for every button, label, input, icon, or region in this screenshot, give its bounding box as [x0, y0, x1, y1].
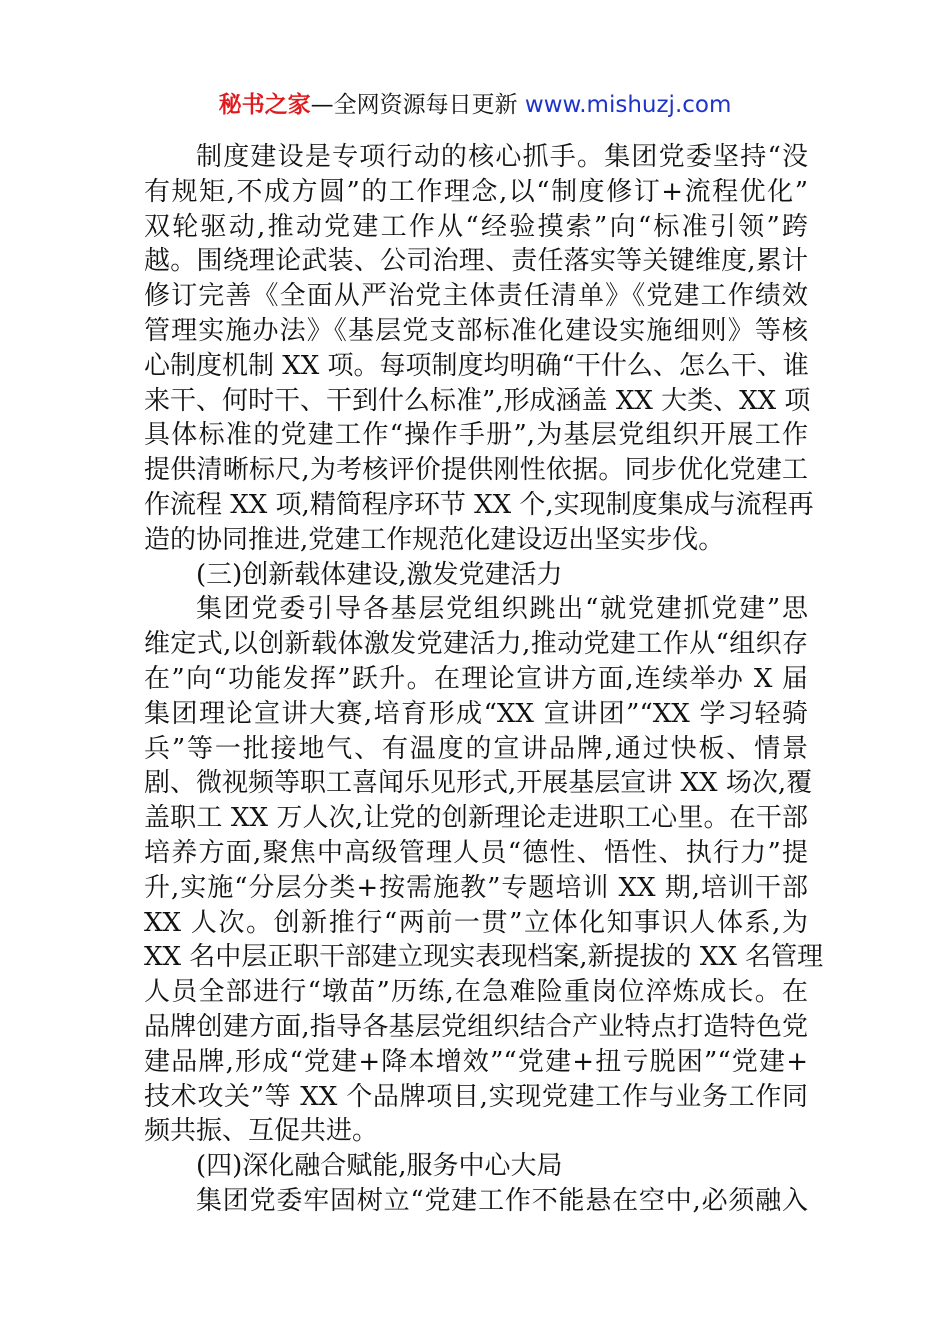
text-line: (四)深化融合赋能,服务中心大局	[196, 1151, 563, 1182]
site-url-link[interactable]: www.mishuzj.com	[524, 92, 732, 118]
document-body	[144, 140, 824, 1219]
text-line: 建品牌,形成“党建+降本增效”“党建+扭亏脱困”“党建+	[144, 1046, 808, 1077]
text-line: 集团党委牢固树立“党建工作不能悬在空中,必须融入	[196, 1185, 808, 1216]
text-line: 人员全部进行“墩苗”历练,在急难险重岗位淬炼成长。在	[144, 977, 808, 1008]
text-line: 频共振、互促共进。	[144, 1116, 379, 1147]
text-line: 管理实施办法》《基层党支部标准化建设实施细则》等核	[144, 315, 808, 346]
text-line: 兵”等一批接地气、有温度的宣讲品牌,通过快板、情景	[144, 733, 808, 764]
text-line: 作流程 XX 项,精简程序环节 XX 个,实现制度集成与流程再	[144, 489, 814, 520]
text-line: 集团理论宣讲大赛,培育形成“XX 宣讲团”“XX 学习轻骑	[144, 698, 808, 729]
text-line: 造的协同推进,党建工作规范化建设迈出坚实步伐。	[144, 524, 725, 555]
text-line: 剧、微视频等职工喜闻乐见形式,开展基层宣讲 XX 场次,覆	[144, 768, 813, 799]
text-line: 在”向“功能发挥”跃升。在理论宣讲方面,连续举办 X 届	[144, 663, 808, 694]
text-line: XX 名中层正职干部建立现实表现档案,新提拔的 XX 名管理	[144, 942, 824, 973]
text-line: 修订完善《全面从严治党主体责任清单》《党建工作绩效	[144, 281, 808, 312]
text-line: 集团党委引导各基层党组织跳出“就党建抓党建”思	[196, 594, 808, 625]
text-line: 双轮驱动,推动党建工作从“经验摸索”向“标准引领”跨	[144, 211, 808, 242]
site-brand: 秘书之家	[218, 92, 311, 118]
text-line: 来干、何时干、干到什么标准”,形成涵盖 XX 大类、XX 项	[144, 385, 811, 416]
text-line: 具体标准的党建工作“操作手册”,为基层党组织开展工作	[144, 420, 808, 451]
text-line: 升,实施“分层分类+按需施教”专题培训 XX 期,培训干部	[144, 872, 808, 903]
text-line: 心制度机制 XX 项。每项制度均明确“干什么、怎么干、谁	[144, 350, 809, 381]
text-line: 制度建设是专项行动的核心抓手。集团党委坚持“没	[196, 142, 808, 172]
text-line: 培养方面,聚焦中高级管理人员“德性、悟性、执行力”提	[144, 837, 808, 868]
text-line: 品牌创建方面,指导各基层党组织结合产业特点打造特色党	[144, 1011, 808, 1042]
text-line: 维定式,以创新载体激发党建活力,推动党建工作从“组织存	[144, 629, 808, 660]
text-line: 有规矩,不成方圆”的工作理念,以“制度修订+流程优化”	[144, 176, 808, 207]
text-line: 盖职工 XX 万人次,让党的创新理论走进职工心里。在干部	[144, 803, 808, 834]
text-line: 越。围绕理论武装、公司治理、责任落实等关键维度,累计	[144, 246, 808, 277]
text-line: XX 人次。创新推行“两前一贯”立体化知事识人体系,为	[144, 907, 808, 938]
text-line: (三)创新载体建设,激发党建活力	[196, 559, 563, 590]
site-header	[0, 90, 950, 120]
text-line: 技术攻关”等 XX 个品牌项目,实现党建工作与业务工作同	[144, 1081, 808, 1112]
site-tagline: —全网资源每日更新	[310, 92, 525, 118]
text-line: 提供清晰标尺,为考核评价提供刚性依据。同步优化党建工	[144, 455, 808, 486]
